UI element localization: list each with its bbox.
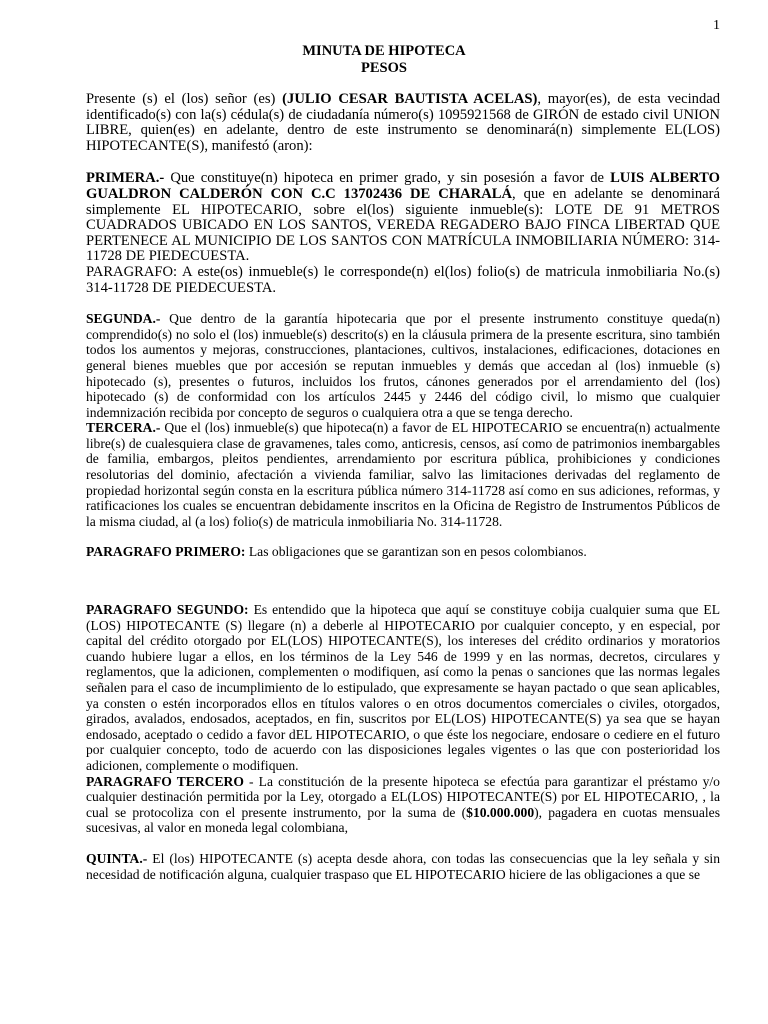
- clause-label: SEGUNDA.-: [86, 311, 161, 327]
- beneficiary-name: LUIS ALBERTO GUALDRON CALDERÓN CON C.C 13702436 DE CHARALÁ: [86, 170, 720, 202]
- clause-label: PARAGRAFO TERCERO: [86, 773, 244, 789]
- clause-tercera: TERCERA.- Que el (los) inmueble(s) que hipoteca(n) a favor de EL HIPOTECARIO se encuentra(n) actualmente libre(s) de cualesquiera clase de gravamenes, tales como, anticresis, censos, así como de patrimonios inembargables de familia, embargos, pleitos pendientes, arrendamiento por escritura pública, prohibiciones y condiciones resolutorias del dominio, afectación a vivienda familiar, salvo las limitaciones derivadas del reglamento de propiedad horizontal según consta en la escritura pública número 314-11728 así como en sus adiciones, reformas, y ratificaciones los cuales se encuentran debidamente inscritos en la Oficina de Registro de Instrumentos Públicos de la misma ciudad, al (a los) folio(s) de matricula inmobiliaria No. 314-11728.: [86, 420, 720, 529]
- clause-segunda: SEGUNDA.- Que dentro de la garantía hipotecaria que por el presente instrumento constituye queda(n) comprendido(s) no solo el (los) inmueble(s) descrito(s) en la cláusula primera de la presente escritura, sino también todos los aumentos y mejoras, construcciones, plantaciones, cultivos, instalaciones, edificaciones, dotaciones en general bienes muebles que por accesión se reputan inmuebles y demás que accedan al (los) inmueble (s) hipotecado (s), presentes o futuros, incluidos los frutos, cánones generados por el arrendamiento del (los) hipotecado (s) de conformidad con los artículos 2445 y 2446 del código civil, lo mismo que cualquier indemnización recibida por concepto de seguros o cualquiera otra a que se tenga derecho.: [86, 311, 720, 420]
- clause-paragrafo-primero: PARAGRAFO PRIMERO: Las obligaciones que se garantizan son en pesos colombianos.: [86, 544, 587, 560]
- clause-paragrafo: PARAGRAFO: A este(os) inmueble(s) le corresponde(n) el(los) folio(s) de matricula inmobiliaria No.(s) 314-11728 DE PIEDECUESTA.: [86, 263, 720, 296]
- loan-amount: $10.000.000: [466, 804, 535, 820]
- clause-label: PARAGRAFO SEGUNDO:: [86, 602, 249, 618]
- page-number: 1: [713, 18, 720, 33]
- clause-label: PARAGRAFO:: [86, 263, 178, 280]
- clause-paragrafo-tercero: PARAGRAFO TERCERO - La constitución de la presente hipoteca se efectúa para garantizar el préstamo y/o cualquier destinación permitida por la Ley, otorgado a EL(LOS) HIPOTECANTE(S) por EL HIPOTECARIO, , la cual se protocoliza con el presente instrumento, por la suma de ($10.000.000), pagadera en cuotas mensuales sucesivas, al valor en moneda legal colombiana,: [86, 773, 720, 836]
- clause-label: PARAGRAFO PRIMERO:: [86, 544, 246, 560]
- clause-label: TERCERA.-: [86, 420, 161, 436]
- document-body: [86, 92, 720, 882]
- clause-quinta: QUINTA.- El (los) HIPOTECANTE (s) acepta desde ahora, con todas las consecuencias que la ley señala y sin necesidad de notificación alguna, cualquier traspaso que EL HIPOTECARIO hiciere de las obligaciones a que se: [86, 850, 720, 882]
- document-title: [0, 43, 768, 77]
- clause-label: QUINTA.-: [86, 850, 148, 866]
- clause-primera: PRIMERA.- Que constituye(n) hipoteca en primer grado, y sin posesión a favor de LUIS ALBERTO GUALDRON CALDERÓN CON C.C 13702436 DE CHARALÁ, que en adelante se denominará simplemente EL HIPOTECARIO, sobre el(los) siguiente inmueble(s): LOTE DE 91 METROS CUADRADOS UBICADO EN LOS SANTOS, VEREDA REGADERO BAJO FINCA LIBERTAD QUE PERTENECE AL MUNICIPIO DE LOS SANTOS CON MATRÍCULA INMOBILIARIA NÚMERO: 314-11728 DE PIEDECUESTA.: [86, 170, 720, 265]
- grantor-name: (JULIO CESAR BAUTISTA ACELAS): [282, 91, 538, 107]
- clause-label: PRIMERA.-: [86, 170, 165, 187]
- clause-paragrafo-segundo: PARAGRAFO SEGUNDO: Es entendido que la hipoteca que aquí se constituye cobija cualquier suma que EL (LOS) HIPOTECANTE (S) llegare (n) a deberle al HIPOTECARIO por cualquier concepto, y en especial, por capital del crédito otorgado por EL(LOS) HIPOTECANTE(S), los intereses del crédito ordinarios y moratorios cuando hubiere lugar a ellos, en los términos de la Ley 546 de 1999 y en las normas, decretos, circulares y reglamentos, que la adicionen, complementen o modifiquen, así como la penas o sanciones que las normas legales señalen para el caso de incumplimiento de lo estipulado, que expresamente se hayan pactado o que sean aplicables, ya consten o estén incorporados ellos en títulos valores o en otros documentos comerciales o civiles, otorgados, girados, avalados, endosados, aceptados, en fin, suscritos por EL(LOS) HIPOTECANTE(S) ya sea que se hayan endosado, aceptado o cedido a favor dEL HIPOTECARIO, o que éste los negociare, endosare o cediere en el futuro por cualquier concepto, todo de acuerdo con las disposiciones legales vigentes o las que con posterioridad los adicionen, complemente o modifiquen.: [86, 602, 720, 773]
- title-line-2: PESOS: [361, 60, 407, 76]
- title-line-1: MINUTA DE HIPOTECA: [302, 43, 466, 59]
- intro-paragraph: Presente (s) el (los) señor (es) (JULIO CESAR BAUTISTA ACELAS), mayor(es), de esta vecindad identificado(s) con la(s) cédula(s) de ciudadanía número(s) 1095921568 de GIRÓN de estado civil UNION LIBRE, quien(es) en adelante, dentro de este instrumento se denominará(n) simplemente EL(LOS) HIPOTECANTE(S), manifestó (aron):: [86, 91, 721, 154]
